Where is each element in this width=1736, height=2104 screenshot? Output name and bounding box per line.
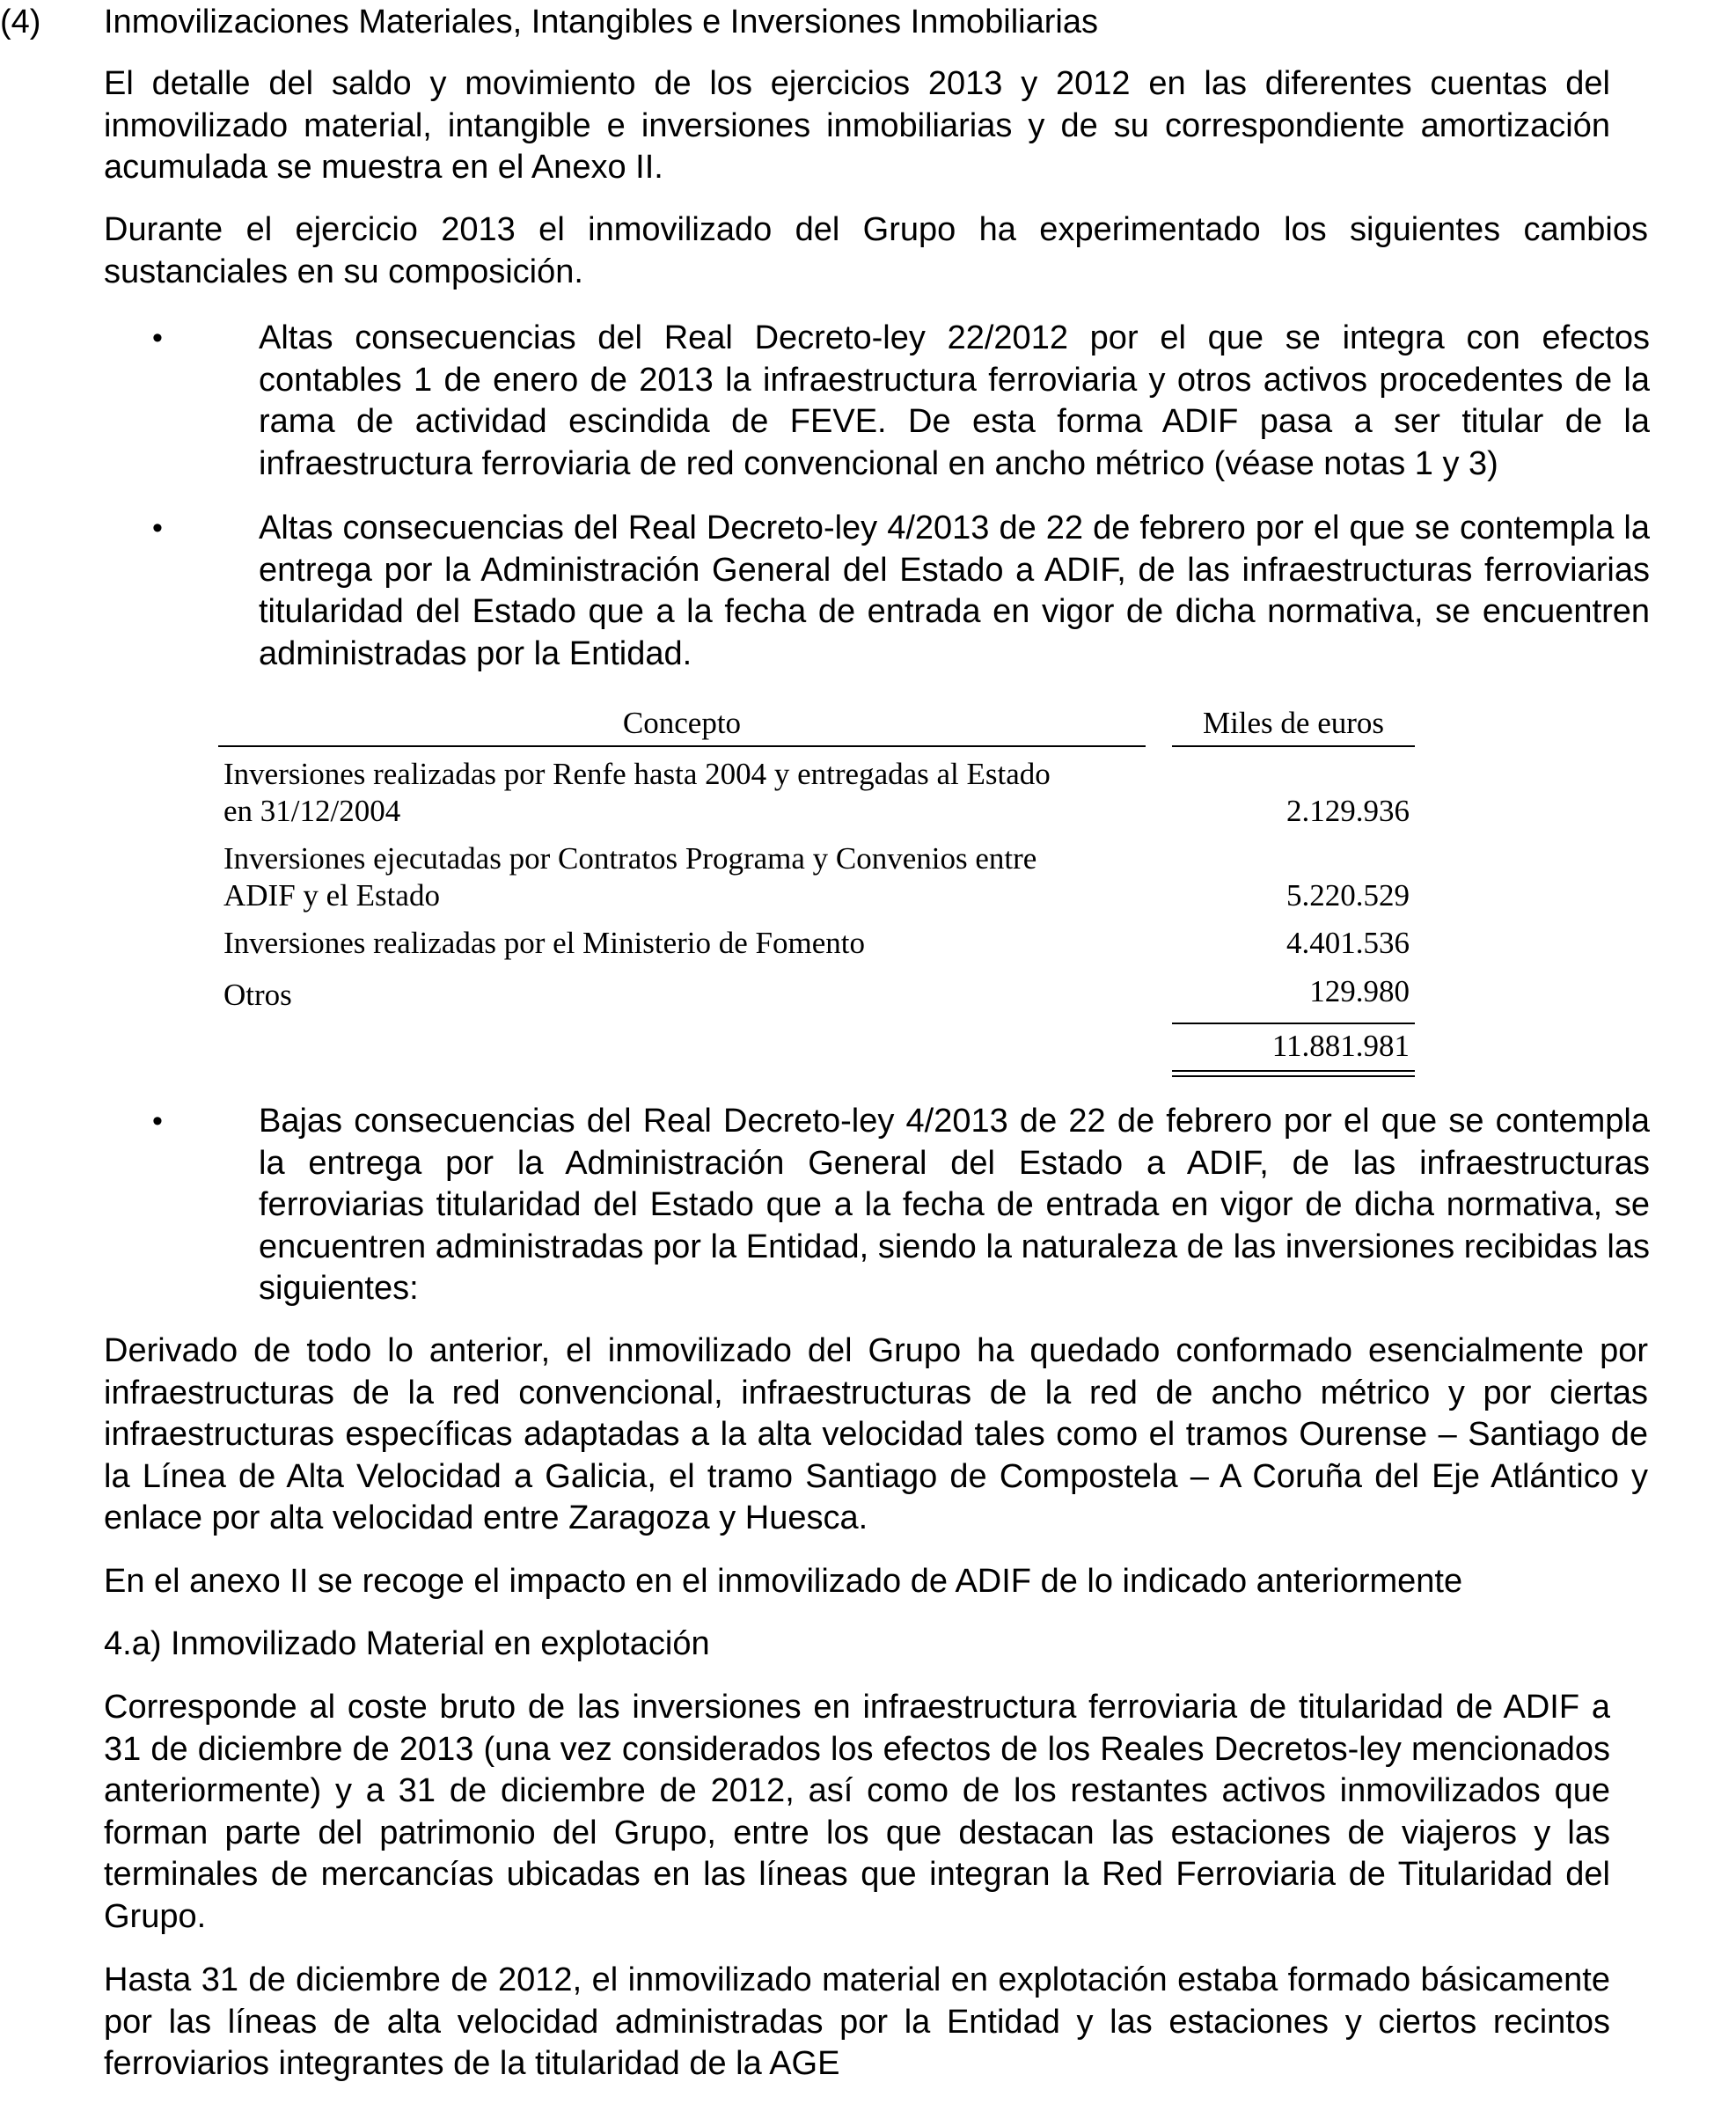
table-row-value: 129.980 [1309,974,1410,1008]
subsection-title: 4.a) Inmovilizado Material en explotación [104,1625,710,1662]
table-total-value: 11.881.981 [1271,1029,1410,1063]
paragraph-anexo [104,1561,1648,1603]
table-row-value: 5.220.529 [1286,878,1410,913]
section-title: Inmovilizaciones Materiales, Intangibles e Inversiones Inmobiliarias [104,4,1098,40]
paragraph-text: Corresponde al coste bruto de las inversiones en infraestructura ferroviaria de titularidad de ADIF a 31 de diciembre de 2013 (una vez considerados los efectos de los Reales Decretos-ley mencionados anteriormente) y a 31 de diciembre de 2012, así como de los restantes activos inmovilizados que forman parte del patrimonio del Grupo, entre los que destacan las estaciones de viajeros y las terminales de mercancías ubicadas en las líneas que integran la Red Ferroviaria de Titularidad del Grupo. [104,1689,1610,1935]
bullet-text: Altas consecuencias del Real Decreto-ley 22/2012 por el que se integra con efectos contables 1 de enero de 2013 la infraestructura ferroviaria y otros activos procedentes de la rama de actividad escindida de FEVE. De esta forma ADIF pasa a ser titular de la infraestructura ferroviaria de red convencional en ancho métrico (véase notas 1 y 3) [259,319,1650,482]
table-row-label: Inversiones realizadas por el Ministerio de Fomento [223,926,865,960]
paragraph-text: Hasta 31 de diciembre de 2012, el inmovilizado material en explotación estaba formado básicamente por las líneas de alta velocidad administradas por la Entidad y las estaciones y ciertos recintos ferroviarios integrantes de la titularidad de la AGE [104,1961,1610,2082]
paragraph-text: En el anexo II se recoge el impacto en el inmovilizado de ADIF de lo indicado anteriormente [104,1563,1463,1600]
column-header-miles: Miles de euros [1172,701,1415,747]
table-row-value: 4.401.536 [1286,926,1410,960]
subtotal-rule [1172,1023,1415,1024]
paragraph-text: El detalle del saldo y movimiento de los ejercicios 2013 y 2012 en las diferentes cuentas del inmovilizado material, intangible e inversiones inmobiliarias y de su correspondiente amortización acumulada se muestra en el Anexo II. [104,65,1610,186]
bullet-item-bajas [0,1101,1672,1310]
table-row-label: Inversiones ejecutadas por Contratos Programa y Convenios entre [223,841,1037,876]
bullet-icon: • [152,321,163,355]
total-double-rule [1172,1070,1415,1077]
paragraph-summary [104,1331,1648,1540]
paragraph-hasta [104,1960,1610,2086]
subsection-heading [104,1624,1648,1666]
paragraph-text: Durante el ejercicio 2013 el inmovilizado del Grupo ha experimentado los siguientes cambios sustanciales en su composición. [104,211,1648,290]
table-row-label: Inversiones realizadas por Renfe hasta 2004 y entregadas al Estado [223,757,1051,791]
table-row-label: ADIF y el Estado [223,878,440,913]
paragraph-text: Derivado de todo lo anterior, el inmovilizado del Grupo ha quedado conformado esencialmente por infraestructuras de la red convencional, infraestructuras de la red de ancho métrico y por ciertas infraestructuras específicas adaptadas a la alta velocidad tales como el tramos Ourense – Santiago de la Línea de Alta Velocidad a Galicia, el tramo Santiago de Compostela – A Coruña del Eje Atlántico y enlace por alta velocidad entre Zaragoza y Huesca. [104,1332,1648,1536]
bullet-icon: • [152,511,163,545]
paragraph-coste [104,1687,1610,1938]
bullet-text: Altas consecuencias del Real Decreto-ley 4/2013 de 22 de febrero por el que se contempla la entrega por la Administración General del Estado a ADIF, de las infraestructuras ferroviarias titularidad del Estado que a la fecha de entrada en vigor de dicha normativa, se encuentren administradas por la Entidad. [259,510,1650,672]
section-number: (4) [0,4,41,40]
bullet-text: Bajas consecuencias del Real Decreto-ley 4/2013 de 22 de febrero por el que se contempla la entrega por la Administración General del Estado a ADIF, de las infraestructuras ferroviarias titularidad del Estado que a la fecha de entrada en vigor de dicha normativa, se encuentren administradas por la Entidad, siendo la naturaleza de las inversiones recibidas las siguientes: [259,1103,1650,1307]
table-row-value: 2.129.936 [1286,794,1410,828]
bullet-icon: • [152,1104,163,1138]
column-header-concepto: Concepto [218,701,1146,747]
table-row-label: Otros [223,978,292,1012]
table-row-label: en 31/12/2004 [223,794,401,828]
